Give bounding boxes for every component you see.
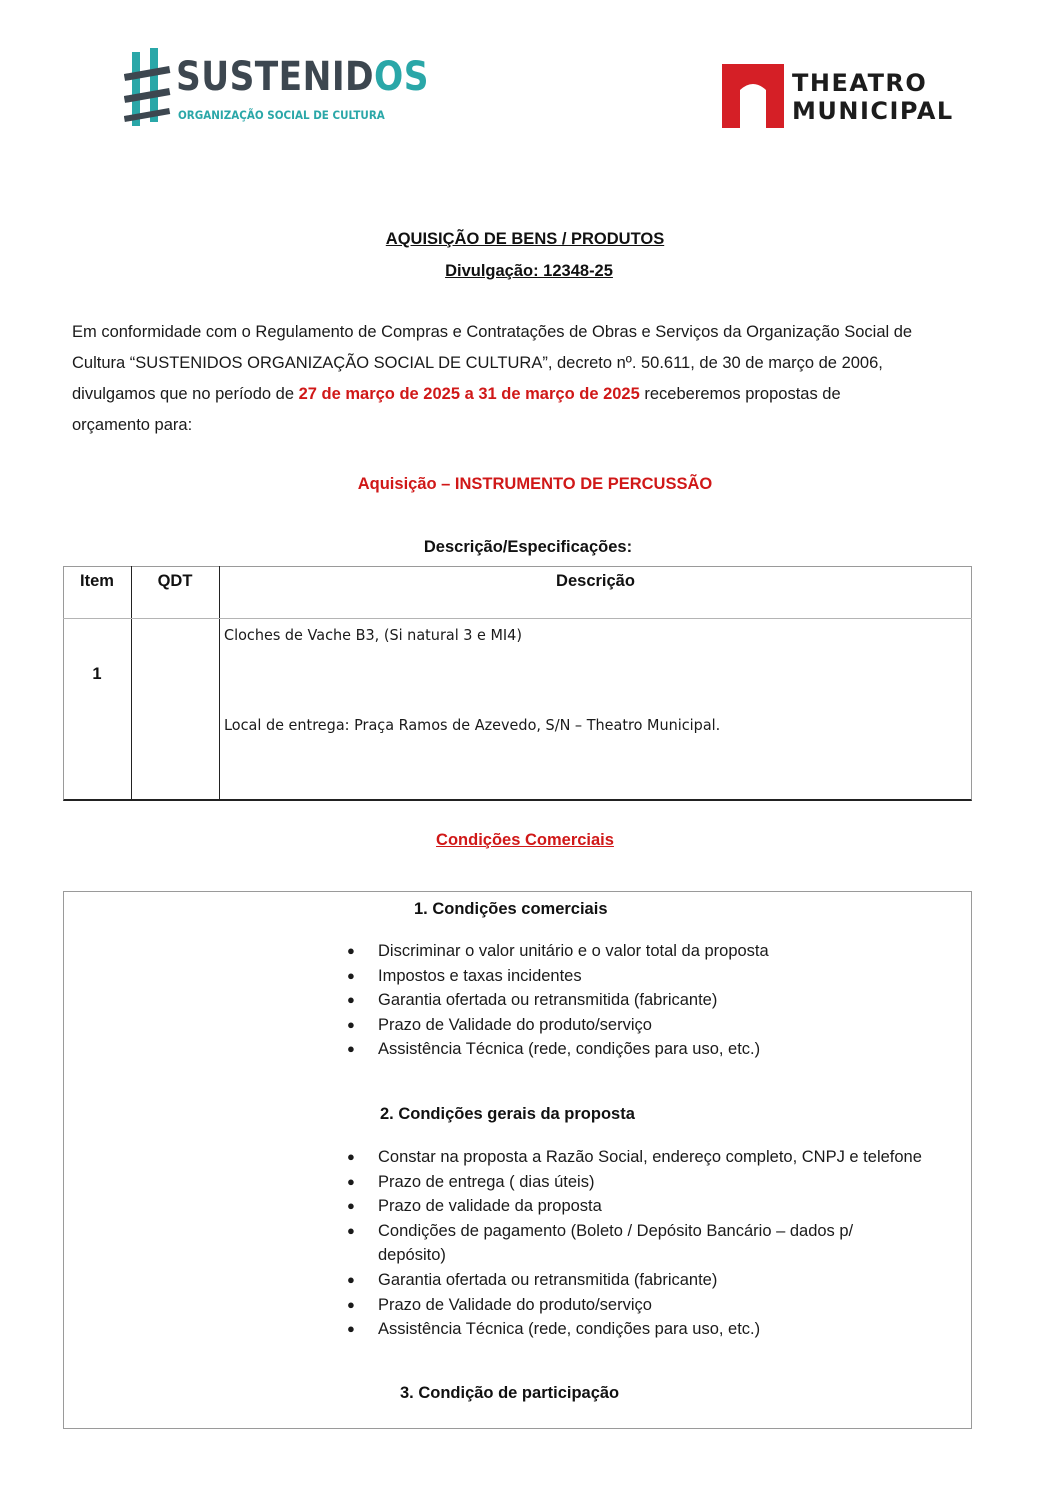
bullet-icon: ●: [347, 1016, 355, 1032]
list-item: ● Prazo de Validade do produto/serviço: [378, 1013, 978, 1038]
municipal-word: MUNICIPAL: [792, 97, 954, 125]
theatro-word: THEATRO: [792, 69, 928, 97]
row-description: Cloches de Vache B3, (Si natural 3 e MI4): [224, 626, 522, 644]
header-item: Item: [80, 572, 114, 590]
bullet-icon: ●: [347, 1198, 355, 1214]
section1-title: 1. Condições comerciais: [414, 900, 608, 918]
sustenidos-tagline: ORGANIZAÇÃO SOCIAL DE CULTURA: [178, 108, 385, 122]
row-delivery-location: Local de entrega: Praça Ramos de Azevedo, S/N – Theatro Municipal.: [224, 716, 721, 734]
list-item: ● Garantia ofertada ou retransmitida (fabricante): [378, 1268, 978, 1293]
conditions-box: [63, 891, 972, 1429]
bullet-icon: ●: [347, 967, 355, 983]
proposal-period: 27 de março de 2025 a 31 de março de 2025: [298, 385, 640, 403]
bullet-icon: ●: [347, 1271, 355, 1287]
intro-paragraph: [72, 317, 992, 441]
list-item: ● Prazo de Validade do produto/serviço: [378, 1293, 978, 1318]
theatro-municipal-logo: [722, 64, 962, 130]
acquisition-title: Aquisição – INSTRUMENTO DE PERCUSSÃO: [357, 475, 713, 493]
section1-list: [347, 939, 978, 1062]
bullet-icon: ●: [347, 1222, 355, 1238]
intro-line: Em conformidade com o Regulamento de Compras e Contratações de Obras e Serviços da Organização Social de: [72, 323, 913, 341]
row-item-number: 1: [92, 665, 102, 683]
items-table: [63, 566, 972, 799]
bullet-icon: ●: [347, 943, 355, 958]
bullet-icon: ●: [347, 1321, 355, 1337]
arch-icon: [722, 64, 784, 128]
list-item: ● Constar na proposta a Razão Social, endereço completo, CNPJ e telefone: [378, 1145, 978, 1170]
intro-line: orçamento para:: [72, 416, 193, 434]
conditions-title: Condições Comerciais: [436, 831, 614, 849]
list-item: ● Prazo de entrega ( dias úteis): [378, 1170, 978, 1195]
sustenidos-logo: [124, 48, 429, 130]
bullet-icon: ●: [347, 1173, 355, 1189]
bullet-icon: ●: [347, 992, 355, 1008]
document-title: AQUISIÇÃO DE BENS / PRODUTOS: [385, 230, 665, 248]
section2-title: 2. Condições gerais da proposta: [380, 1105, 635, 1123]
description-heading: Descrição/Especificações:: [423, 538, 633, 556]
section3-title: 3. Condição de participação: [400, 1384, 620, 1402]
section2-list: [347, 1145, 978, 1342]
hashtag-icon: [124, 48, 172, 128]
sustenidos-wordmark: SUSTENIDOS: [176, 54, 429, 100]
list-item: ● Condições de pagamento (Boleto / Depósito Bancário – dados p/ depósito): [378, 1219, 918, 1268]
intro-line: divulgamos que no período de 27 de março de 2025 a 31 de março de 2025 receberemos propostas de: [72, 385, 841, 403]
header-qdt: QDT: [157, 572, 193, 590]
intro-line: Cultura “SUSTENIDOS ORGANIZAÇÃO SOCIAL DE CULTURA”, decreto nº. 50.611, de 30 de março de 2006,: [72, 354, 883, 372]
list-item: ● Impostos e taxas incidentes: [378, 964, 978, 989]
list-item: ● Assistência Técnica (rede, condições para uso, etc.): [378, 1317, 978, 1342]
header-descricao: Descrição: [556, 572, 635, 590]
divulgacao-number: Divulgação: 12348-25: [445, 262, 613, 280]
bullet-icon: ●: [347, 1149, 355, 1164]
list-item: ● Discriminar o valor unitário e o valor total da proposta: [378, 939, 978, 964]
bullet-icon: ●: [347, 1041, 355, 1057]
list-item: ● Garantia ofertada ou retransmitida (fabricante): [378, 988, 978, 1013]
bullet-icon: ●: [347, 1296, 355, 1312]
list-item: ● Assistência Técnica (rede, condições para uso, etc.): [378, 1037, 978, 1062]
list-item: ● Prazo de validade da proposta: [378, 1194, 978, 1219]
